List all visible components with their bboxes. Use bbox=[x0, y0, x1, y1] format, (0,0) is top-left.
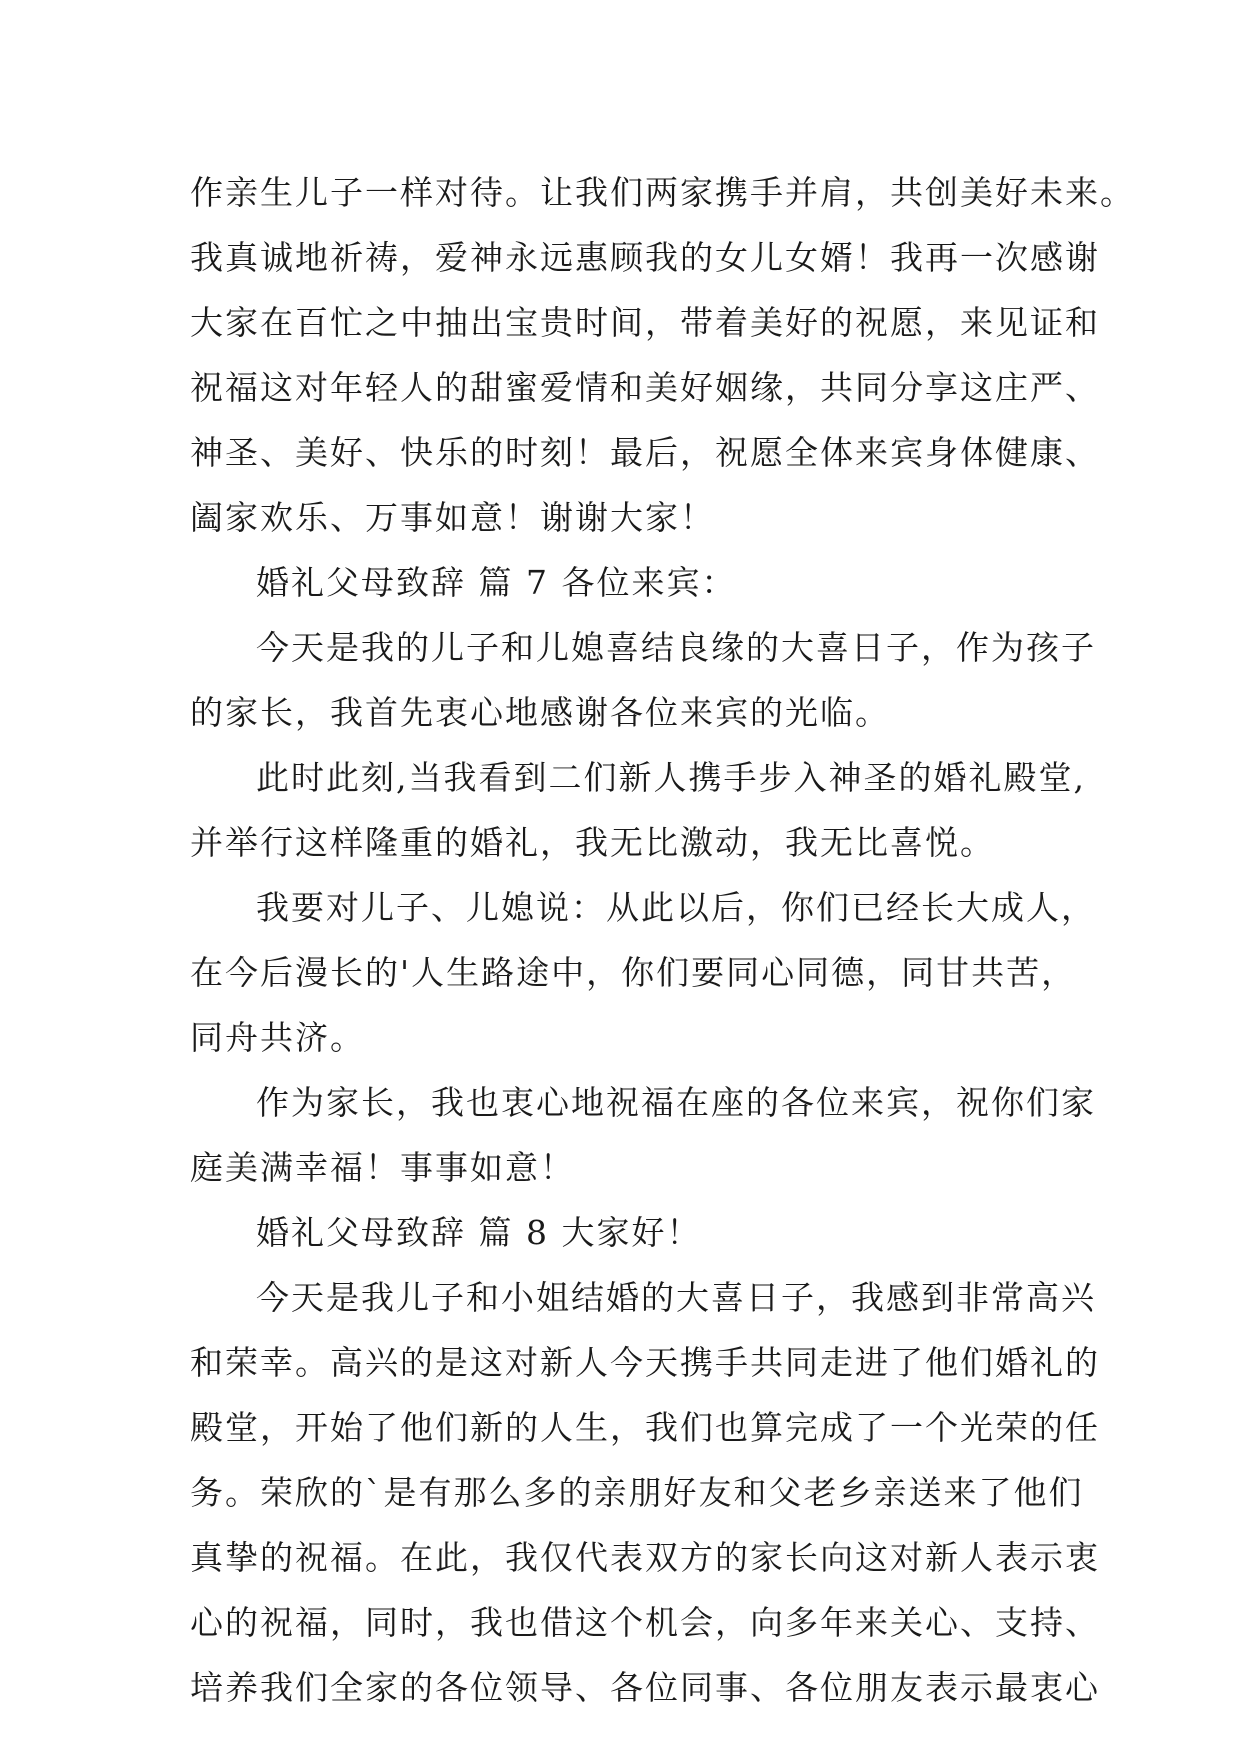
text-line: 培养我们全家的各位领导、各位同事、各位朋友表示最衷心 bbox=[190, 1668, 1100, 1707]
text-line: 和荣幸。高兴的是这对新人今天携手共同走进了他们婚礼的 bbox=[190, 1343, 1100, 1382]
section-heading-7: 婚礼父母致辞 篇 7 各位来宾： bbox=[256, 563, 737, 602]
text-line: 大家在百忙之中抽出宝贵时间，带着美好的祝愿，来见证和 bbox=[190, 303, 1100, 342]
text-line: 作为家长，我也衷心地祝福在座的各位来宾，祝你们家 bbox=[256, 1083, 1096, 1122]
text-line: 在今后漫长的'人生路途中，你们要同心同德，同甘共苦， bbox=[190, 953, 1077, 992]
text-line: 庭美满幸福！事事如意！ bbox=[190, 1148, 575, 1187]
section-heading-8: 婚礼父母致辞 篇 8 大家好！ bbox=[256, 1213, 702, 1252]
text-line: 此时此刻,当我看到二们新人携手步入神圣的婚礼殿堂, bbox=[256, 758, 1086, 797]
text-line: 祝福这对年轻人的甜蜜爱情和美好姻缘，共同分享这庄严、 bbox=[190, 368, 1100, 407]
text-line: 殿堂，开始了他们新的人生，我们也算完成了一个光荣的任 bbox=[190, 1408, 1100, 1447]
document-body bbox=[190, 160, 1135, 1720]
text-line: 务。荣欣的`是有那么多的亲朋好友和父老乡亲送来了他们 bbox=[190, 1473, 1084, 1512]
text-line: 今天是我儿子和小姐结婚的大喜日子，我感到非常高兴 bbox=[256, 1278, 1096, 1317]
text-line: 我真诚地祈祷，爱神永远惠顾我的女儿女婿！我再一次感谢 bbox=[190, 238, 1100, 277]
text-line: 的家长，我首先衷心地感谢各位来宾的光临。 bbox=[190, 693, 890, 732]
text-line: 同舟共济。 bbox=[190, 1018, 365, 1057]
text-line: 真挚的祝福。在此，我仅代表双方的家长向这对新人表示衷 bbox=[190, 1538, 1100, 1577]
text-line: 神圣、美好、快乐的时刻！最后，祝愿全体来宾身体健康、 bbox=[190, 433, 1100, 472]
text-line: 今天是我的儿子和儿媳喜结良缘的大喜日子，作为孩子 bbox=[256, 628, 1096, 667]
text-line: 阖家欢乐、万事如意！谢谢大家！ bbox=[190, 498, 715, 537]
text-line: 并举行这样隆重的婚礼，我无比激动，我无比喜悦。 bbox=[190, 823, 995, 862]
text-line: 作亲生儿子一样对待。让我们两家携手并肩，共创美好未来。 bbox=[190, 173, 1135, 212]
text-line: 心的祝福，同时，我也借这个机会，向多年来关心、支持、 bbox=[190, 1603, 1100, 1642]
text-line: 我要对儿子、儿媳说：从此以后，你们已经长大成人， bbox=[256, 888, 1096, 927]
